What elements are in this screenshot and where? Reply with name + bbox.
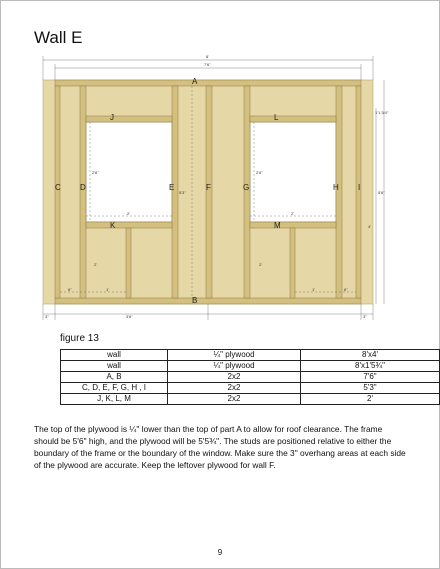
lower-stud-right (290, 228, 295, 298)
table-cell: 2x2 (168, 394, 301, 405)
stud-e (172, 86, 178, 298)
table-cell: ¼" plywood (168, 361, 301, 372)
table-cell: 2x2 (168, 383, 301, 394)
table-cell: 8'x4' (301, 350, 440, 361)
label-a: A (192, 77, 198, 86)
table-row (61, 383, 440, 394)
sill-k (86, 222, 172, 228)
table-cell: 2x2 (168, 372, 301, 383)
dim-bottom-right-b: 6" (344, 287, 348, 292)
stud-c (55, 86, 60, 298)
dim-lower-right-height: 2' (259, 262, 262, 267)
wall-e-framing-diagram (38, 52, 390, 324)
label-c: C (55, 183, 61, 192)
label-m: M (274, 221, 281, 230)
table-cell: A, B (61, 372, 168, 383)
dim-right-total: 5'6" (378, 190, 385, 195)
stud-g (244, 86, 250, 298)
page-title: Wall E (34, 28, 83, 47)
dim-window-right-width: 2' (291, 211, 294, 216)
dim-bottom-left-a: 6" (68, 287, 72, 292)
dim-window-left-width: 2' (127, 211, 130, 216)
label-b: B (192, 296, 198, 305)
dim-window-right-height: 2'6" (256, 170, 263, 175)
label-d: D (80, 183, 86, 192)
table-cell: C, D, E, F, G, H , I (61, 383, 168, 394)
dim-bottom-right-a: 1' (312, 287, 315, 292)
label-l: L (274, 113, 279, 122)
table-row (61, 394, 440, 405)
bottom-plate-b (55, 298, 361, 304)
label-f: F (206, 183, 211, 192)
label-e: E (169, 183, 175, 192)
label-i: I (358, 183, 361, 192)
window-opening-left (86, 122, 175, 222)
table-cell: ¼" plywood (168, 350, 301, 361)
top-plate-a (55, 80, 361, 86)
dim-window-left-height: 2'6" (92, 170, 99, 175)
label-h: H (333, 183, 339, 192)
header-j (86, 116, 172, 122)
label-j: J (110, 113, 114, 122)
window-opening-right (250, 122, 336, 222)
dim-bottom-far-left: 3" (45, 314, 49, 319)
body-paragraph: The top of the plywood is ¼" lower than the top of part A to allow for roof clearance. The frame should be 5'6" high, and the plywood will be 5'5¾". The studs are positioned relative to either the boundary of the frame or the boundary of the window. Make sure the 3" overhang areas at each side of the plywood are accurate. Keep the leftover plywood for wall F. (34, 424, 406, 470)
figure-caption: figure 13 (60, 333, 99, 344)
stud-f (206, 86, 212, 298)
dim-top-overall: 8' (206, 54, 209, 59)
dim-center-height: 5'3" (179, 190, 186, 195)
stud-h (336, 86, 342, 298)
stud-i (356, 86, 361, 298)
table-row (61, 350, 440, 361)
dim-right-middle: 4' (368, 224, 371, 229)
lower-stud-left (126, 228, 131, 298)
table-cell: wall (61, 350, 168, 361)
table-cell: 7'6" (301, 372, 440, 383)
dim-lower-left-height: 2' (94, 262, 97, 267)
dim-top-frame: 7'6" (204, 62, 211, 67)
header-l (250, 116, 336, 122)
sill-m (250, 222, 336, 228)
table-cell: wall (61, 361, 168, 372)
table-row (61, 361, 440, 372)
materials-table (60, 349, 440, 405)
page-number: 9 (217, 548, 223, 557)
table-cell: 5'3" (301, 383, 440, 394)
label-k: K (110, 221, 116, 230)
stud-d (80, 86, 86, 298)
table-cell: 8'x1'5¾" (301, 361, 440, 372)
dim-bottom-left-span: 3'6" (126, 314, 133, 319)
dim-bottom-left-b: 1' (106, 287, 109, 292)
label-g: G (243, 183, 250, 192)
dim-right-small: 1'1 3/4" (375, 110, 389, 115)
table-cell: 2' (301, 394, 440, 405)
dim-bottom-far-right: 3" (363, 314, 367, 319)
table-row (61, 372, 440, 383)
table-cell: J, K, L, M (61, 394, 168, 405)
